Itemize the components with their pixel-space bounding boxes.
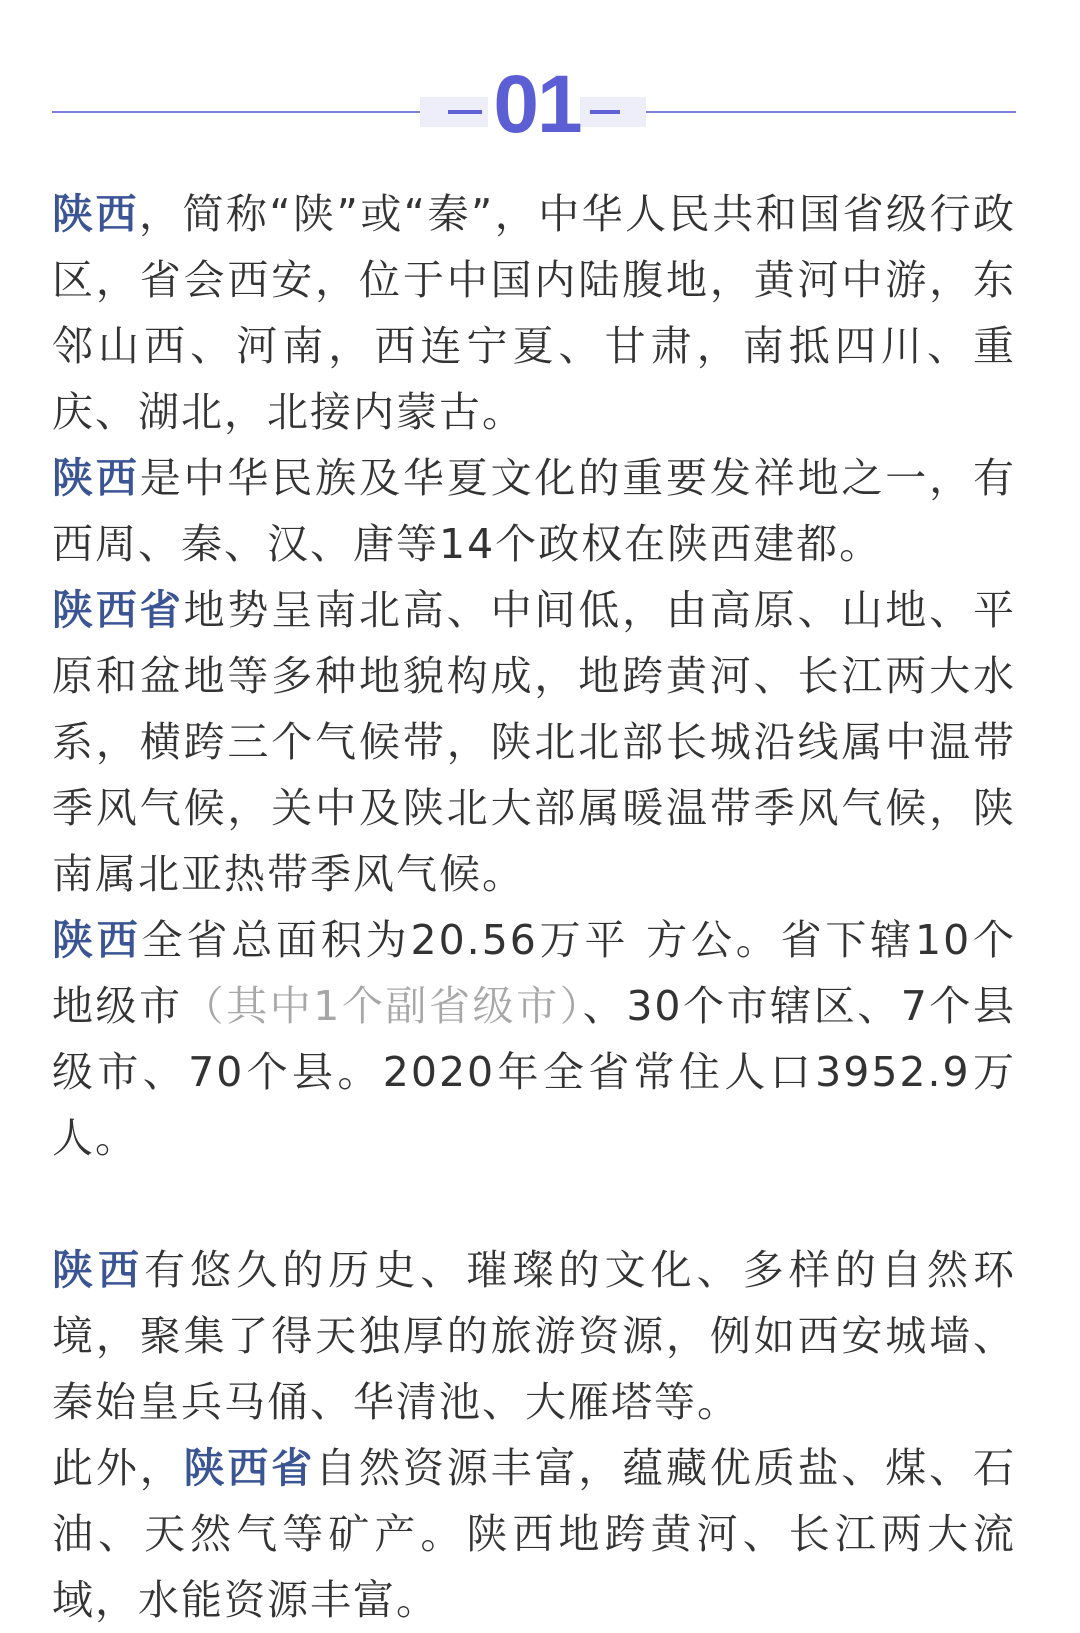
paragraph-text: 有悠久的历史、璀璨的文化、多样的自然环境，聚集了得天独厚的旅游资源，例如西安城墙、秦始皇兵马俑、华清池、大雁塔等。 — [52, 1246, 1017, 1426]
header-divider-right — [646, 111, 1016, 113]
paragraph-text: 自然资源丰富，蕴藏优质盐、煤、石油、天然气等矿产。陕西地跨黄河、长江两大流域，水能资源丰富。 — [52, 1444, 1017, 1624]
keyword-highlight: 陕西省 — [52, 586, 184, 634]
keyword-highlight: 陕西 — [52, 1246, 145, 1294]
header-divider-left — [52, 111, 420, 113]
paragraph-statistics — [52, 907, 1016, 1171]
paragraph-text: 、30个市辖区、7个县级市、70个县。2020年全省常住人口3952.9万人。 — [52, 982, 1016, 1162]
paragraph-spacer — [52, 1171, 1016, 1237]
keyword-highlight: 陕西省 — [183, 1444, 316, 1492]
section-number: 01 — [493, 59, 581, 150]
paragraph-history — [52, 445, 1016, 577]
header-dash-left — [448, 110, 482, 114]
paragraph-overview — [52, 181, 1016, 445]
header-dash-right — [590, 110, 620, 114]
paragraph-tourism — [52, 1237, 1016, 1435]
paragraph-text: 地势呈南北高、中间低，由高原、山地、平原和盆地等多种地貌构成，地跨黄河、长江两大水系，横跨三个气候带，陕北北部长城沿线属中温带季风气候，关中及陕北大部属暖温带季风气候，陕南属北亚热带季风气候。 — [52, 586, 1017, 898]
paragraph-note: （其中1个副省级市） — [182, 982, 583, 1030]
paragraph-resources — [52, 1435, 1016, 1633]
keyword-highlight: 陕西 — [52, 454, 140, 502]
article-body — [52, 181, 1016, 1633]
paragraph-geography — [52, 577, 1016, 907]
paragraph-text: 是中华民族及华夏文化的重要发祥地之一，有西周、秦、汉、唐等14个政权在陕西建都。 — [52, 454, 1017, 568]
section-header — [0, 0, 1080, 170]
paragraph-text: 全省总面积为20.56万平 方公。省下辖10个地级市 — [52, 916, 1017, 1030]
keyword-highlight: 陕西 — [52, 190, 139, 238]
paragraph-prefix: 此外， — [52, 1444, 184, 1492]
keyword-highlight: 陕西 — [52, 916, 142, 964]
paragraph-text: ，简称“陕”或“秦”，中华人民共和国省级行政区，省会西安，位于中国内陆腹地，黄河中游，东邻山西、河南，西连宁夏、甘肃，南抵四川、重庆、湖北，北接内蒙古。 — [52, 190, 1017, 436]
